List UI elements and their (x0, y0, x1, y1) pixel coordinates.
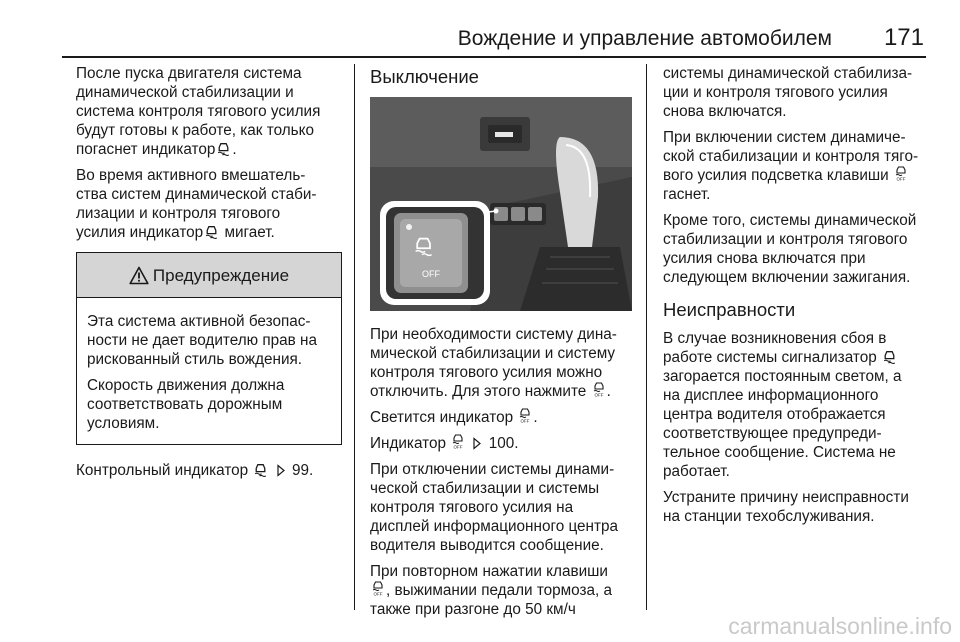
paragraph: системы динамической стабилиза- ции и контроля тягового усилия снова включатся. (663, 65, 913, 120)
traction-control-off-icon (372, 581, 384, 597)
paragraph: Скорость движения должна соответствовать дорожным условиям. (87, 377, 285, 432)
traction-control-off-icon (593, 382, 605, 398)
traction-control-icon (217, 141, 230, 156)
paragraph: Кроме того, системы динамической стабилизации и контроля тягового усилия снова включатся при следующем включении зажигания. (663, 212, 917, 286)
warning-title: Предупреждение (152, 265, 290, 285)
column-2 (370, 64, 632, 626)
paragraph: Светится индикатор . (370, 409, 538, 426)
paragraph: При отключении системы динами- ческой стабилизации и системы контроля тягового усилия на дисплей информационного центра водителя выводится сообщение. (370, 461, 619, 554)
paragraph: При повторном нажатии клавиши , выжимании педали тормоза, а также при разгоне до 50 км/ч (370, 563, 613, 618)
header-rule (62, 56, 926, 58)
paragraph: После пуска двигателя система динамической стабилизации и система контроля тягового усилия будут готовы к работе, как только погаснет индикатор . (76, 65, 321, 158)
paragraph: Во время активного вмешатель- ства систем динамической стаби- лизации и контроля тягового усилия индикатор мигает. (76, 167, 317, 241)
column-1 (76, 64, 342, 487)
section-heading: Выключение (370, 66, 479, 87)
column-divider (646, 64, 647, 610)
warning-header (77, 253, 341, 298)
off-button-label: OFF (422, 269, 440, 279)
column-divider (354, 64, 355, 610)
traction-control-icon (205, 224, 218, 239)
page-reference-icon (472, 437, 482, 450)
paragraph: При необходимости систему дина- мической стабилизации и систему контроля тягового усилия можно отключить. Для этого нажмите . (370, 326, 617, 400)
traction-control-icon (883, 349, 896, 364)
traction-control-icon (254, 462, 267, 477)
column-3 (663, 64, 929, 533)
page-title: Вождение и управление автомобилем (457, 27, 832, 50)
paragraph: Индикатор 100. (370, 435, 519, 452)
page-header (0, 0, 960, 58)
paragraph: При включении систем динамиче- ской стабилизации и контроля тяго- вого усилия подсветка клавиши гаснет. (663, 129, 919, 203)
warning-body (77, 298, 341, 444)
warning-triangle-icon (129, 266, 149, 285)
page-number: 171 (883, 24, 924, 51)
paragraph: В случае возникновения сбоя в работе системы сигнализатор загорается постоянным светом, а на дисплее информационного центра водителя отображается соответствующее предупреди- тельное сообщение. Система не работает. (663, 330, 902, 480)
traction-control-off-icon (895, 166, 907, 182)
paragraph: Устраните причину неисправности на станции техобслуживания. (663, 489, 909, 525)
warning-box (76, 252, 342, 445)
traction-control-off-icon (452, 434, 464, 450)
paragraph: Контрольный индикатор 99. (76, 462, 314, 479)
paragraph: Эта система активной безопас- ности не дает водителю прав на рискованный стиль вождения. (87, 313, 318, 368)
traction-control-off-icon (519, 408, 531, 424)
section-heading: Неисправности (663, 299, 796, 320)
gear-shift-console-photo (370, 97, 632, 311)
page-reference-icon (276, 464, 286, 477)
watermark: carmanualsonline.info (728, 613, 952, 639)
